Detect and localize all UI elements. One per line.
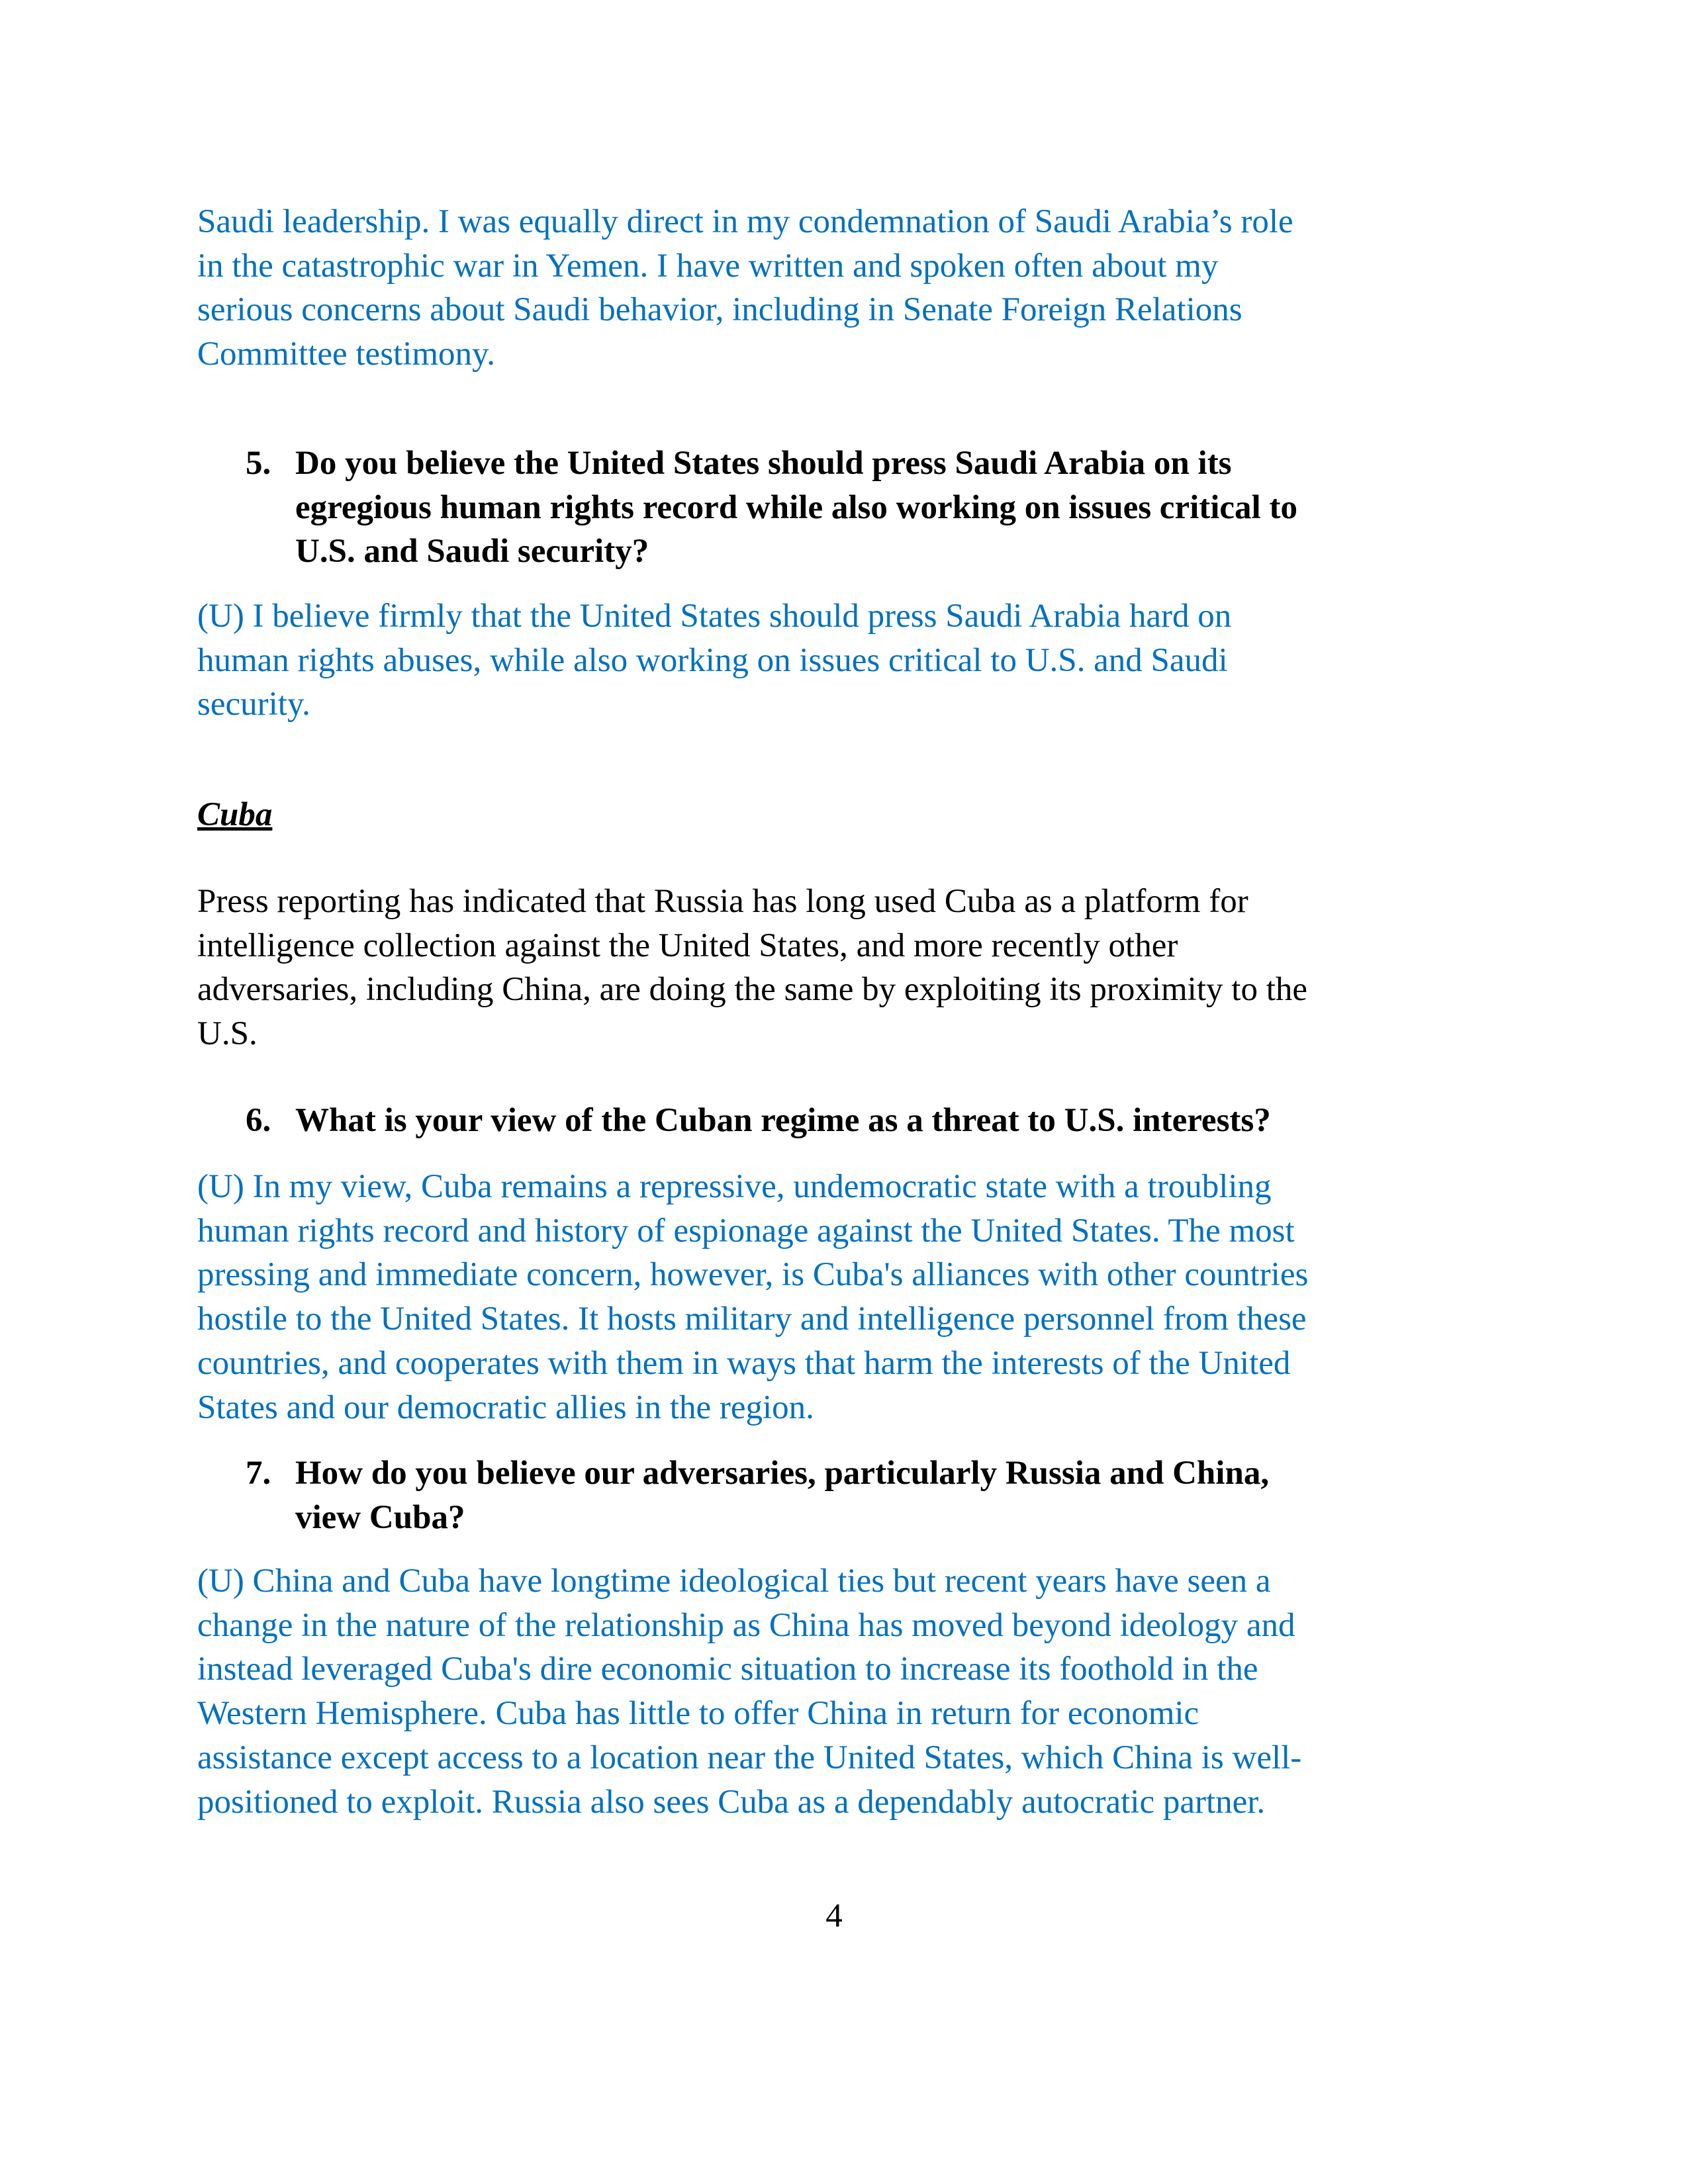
page-number: 4 (825, 1897, 843, 1934)
text-line: (U) China and Cuba have longtime ideological ties but recent years have seen a (197, 1563, 1271, 1600)
question-5 (246, 441, 1586, 574)
question-7 (246, 1451, 1586, 1539)
text-line: Do you believe the United States should press Saudi Arabia on its (295, 445, 1232, 482)
text-line: countries, and cooperates with them in ways that harm the interests of the United (197, 1344, 1291, 1382)
text-line: assistance except access to a location near the United States, which China is well- (197, 1739, 1302, 1776)
question-text (295, 1451, 1586, 1539)
text-line: hostile to the United States. It hosts military and intelligence personnel from these (197, 1300, 1307, 1338)
text-line: human rights abuses, while also working on issues critical to U.S. and Saudi (197, 641, 1228, 679)
text-line: How do you believe our adversaries, particularly Russia and China, (295, 1455, 1270, 1492)
text-line: egregious human rights record while also working on issues critical to (295, 488, 1297, 526)
continued-answer-paragraph (197, 200, 1488, 377)
text-line: Press reporting has indicated that Russia has long used Cuba as a platform for (197, 883, 1248, 920)
text-line: U.S. (197, 1015, 258, 1053)
text-line: U.S. and Saudi security? (295, 533, 649, 570)
text-line: (U) I believe firmly that the United States should press Saudi Arabia hard on (197, 598, 1232, 635)
text-line: pressing and immediate concern, however, is Cuba's alliances with other countries (197, 1256, 1309, 1294)
question-number: 6. (246, 1102, 271, 1139)
text-line: human rights record and history of espionage against the United States. The most (197, 1212, 1295, 1250)
text-line: instead leveraged Cuba's dire economic situation to increase its foothold in the (197, 1651, 1258, 1688)
answer-7 (197, 1559, 1488, 1824)
text-line: adversaries, including China, are doing the same by exploiting its proximity to the (197, 971, 1307, 1009)
text-line: Committee testimony. (197, 336, 495, 373)
text-line: change in the nature of the relationship as China has moved beyond ideology and (197, 1606, 1295, 1644)
text-line: (U) In my view, Cuba remains a repressive, undemocratic state with a troubling (197, 1168, 1272, 1205)
section-heading: Cuba (197, 796, 273, 833)
question-text (295, 1099, 1586, 1143)
text-line: positioned to exploit. Russia also sees Cuba as a dependably autocratic partner. (197, 1783, 1266, 1821)
text-line: intelligence collection against the United States, and more recently other (197, 927, 1178, 964)
question-number: 5. (246, 445, 271, 482)
question-number: 7. (246, 1455, 271, 1492)
text-line: Western Hemisphere. Cuba has little to offer China in return for economic (197, 1695, 1199, 1733)
question-6 (246, 1099, 1586, 1143)
text-line: What is your view of the Cuban regime as a threat to U.S. interests? (295, 1102, 1271, 1139)
text-line: serious concerns about Saudi behavior, including in Senate Foreign Relations (197, 291, 1243, 329)
answer-5 (197, 594, 1488, 727)
text-line: security. (197, 686, 310, 723)
text-line: Saudi leadership. I was equally direct in my condemnation of Saudi Arabia’s role (197, 203, 1293, 240)
intro-paragraph (197, 880, 1488, 1056)
text-line: in the catastrophic war in Yemen. I have written and spoken often about my (197, 247, 1219, 285)
answer-6 (197, 1165, 1488, 1430)
question-text (295, 441, 1586, 574)
text-line: view Cuba? (295, 1498, 465, 1536)
text-line: States and our democratic allies in the region. (197, 1388, 814, 1426)
